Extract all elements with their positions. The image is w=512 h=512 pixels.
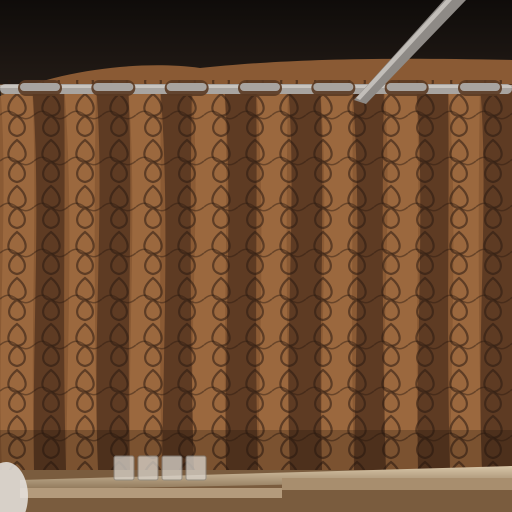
glass [114,456,134,480]
shelf [0,466,512,512]
grommet-ring [240,83,280,91]
damask-pattern [0,80,512,474]
grommet-ring [313,83,353,91]
glass [138,456,158,480]
grommet-ring [387,83,427,91]
curtain [0,59,512,474]
curtain-shadow [0,430,512,474]
glass [162,456,182,480]
grommet-ring [167,83,207,91]
grommet-ring [20,83,60,91]
glass [186,456,206,480]
grommet-ring [460,83,500,91]
grommet-ring [93,83,133,91]
